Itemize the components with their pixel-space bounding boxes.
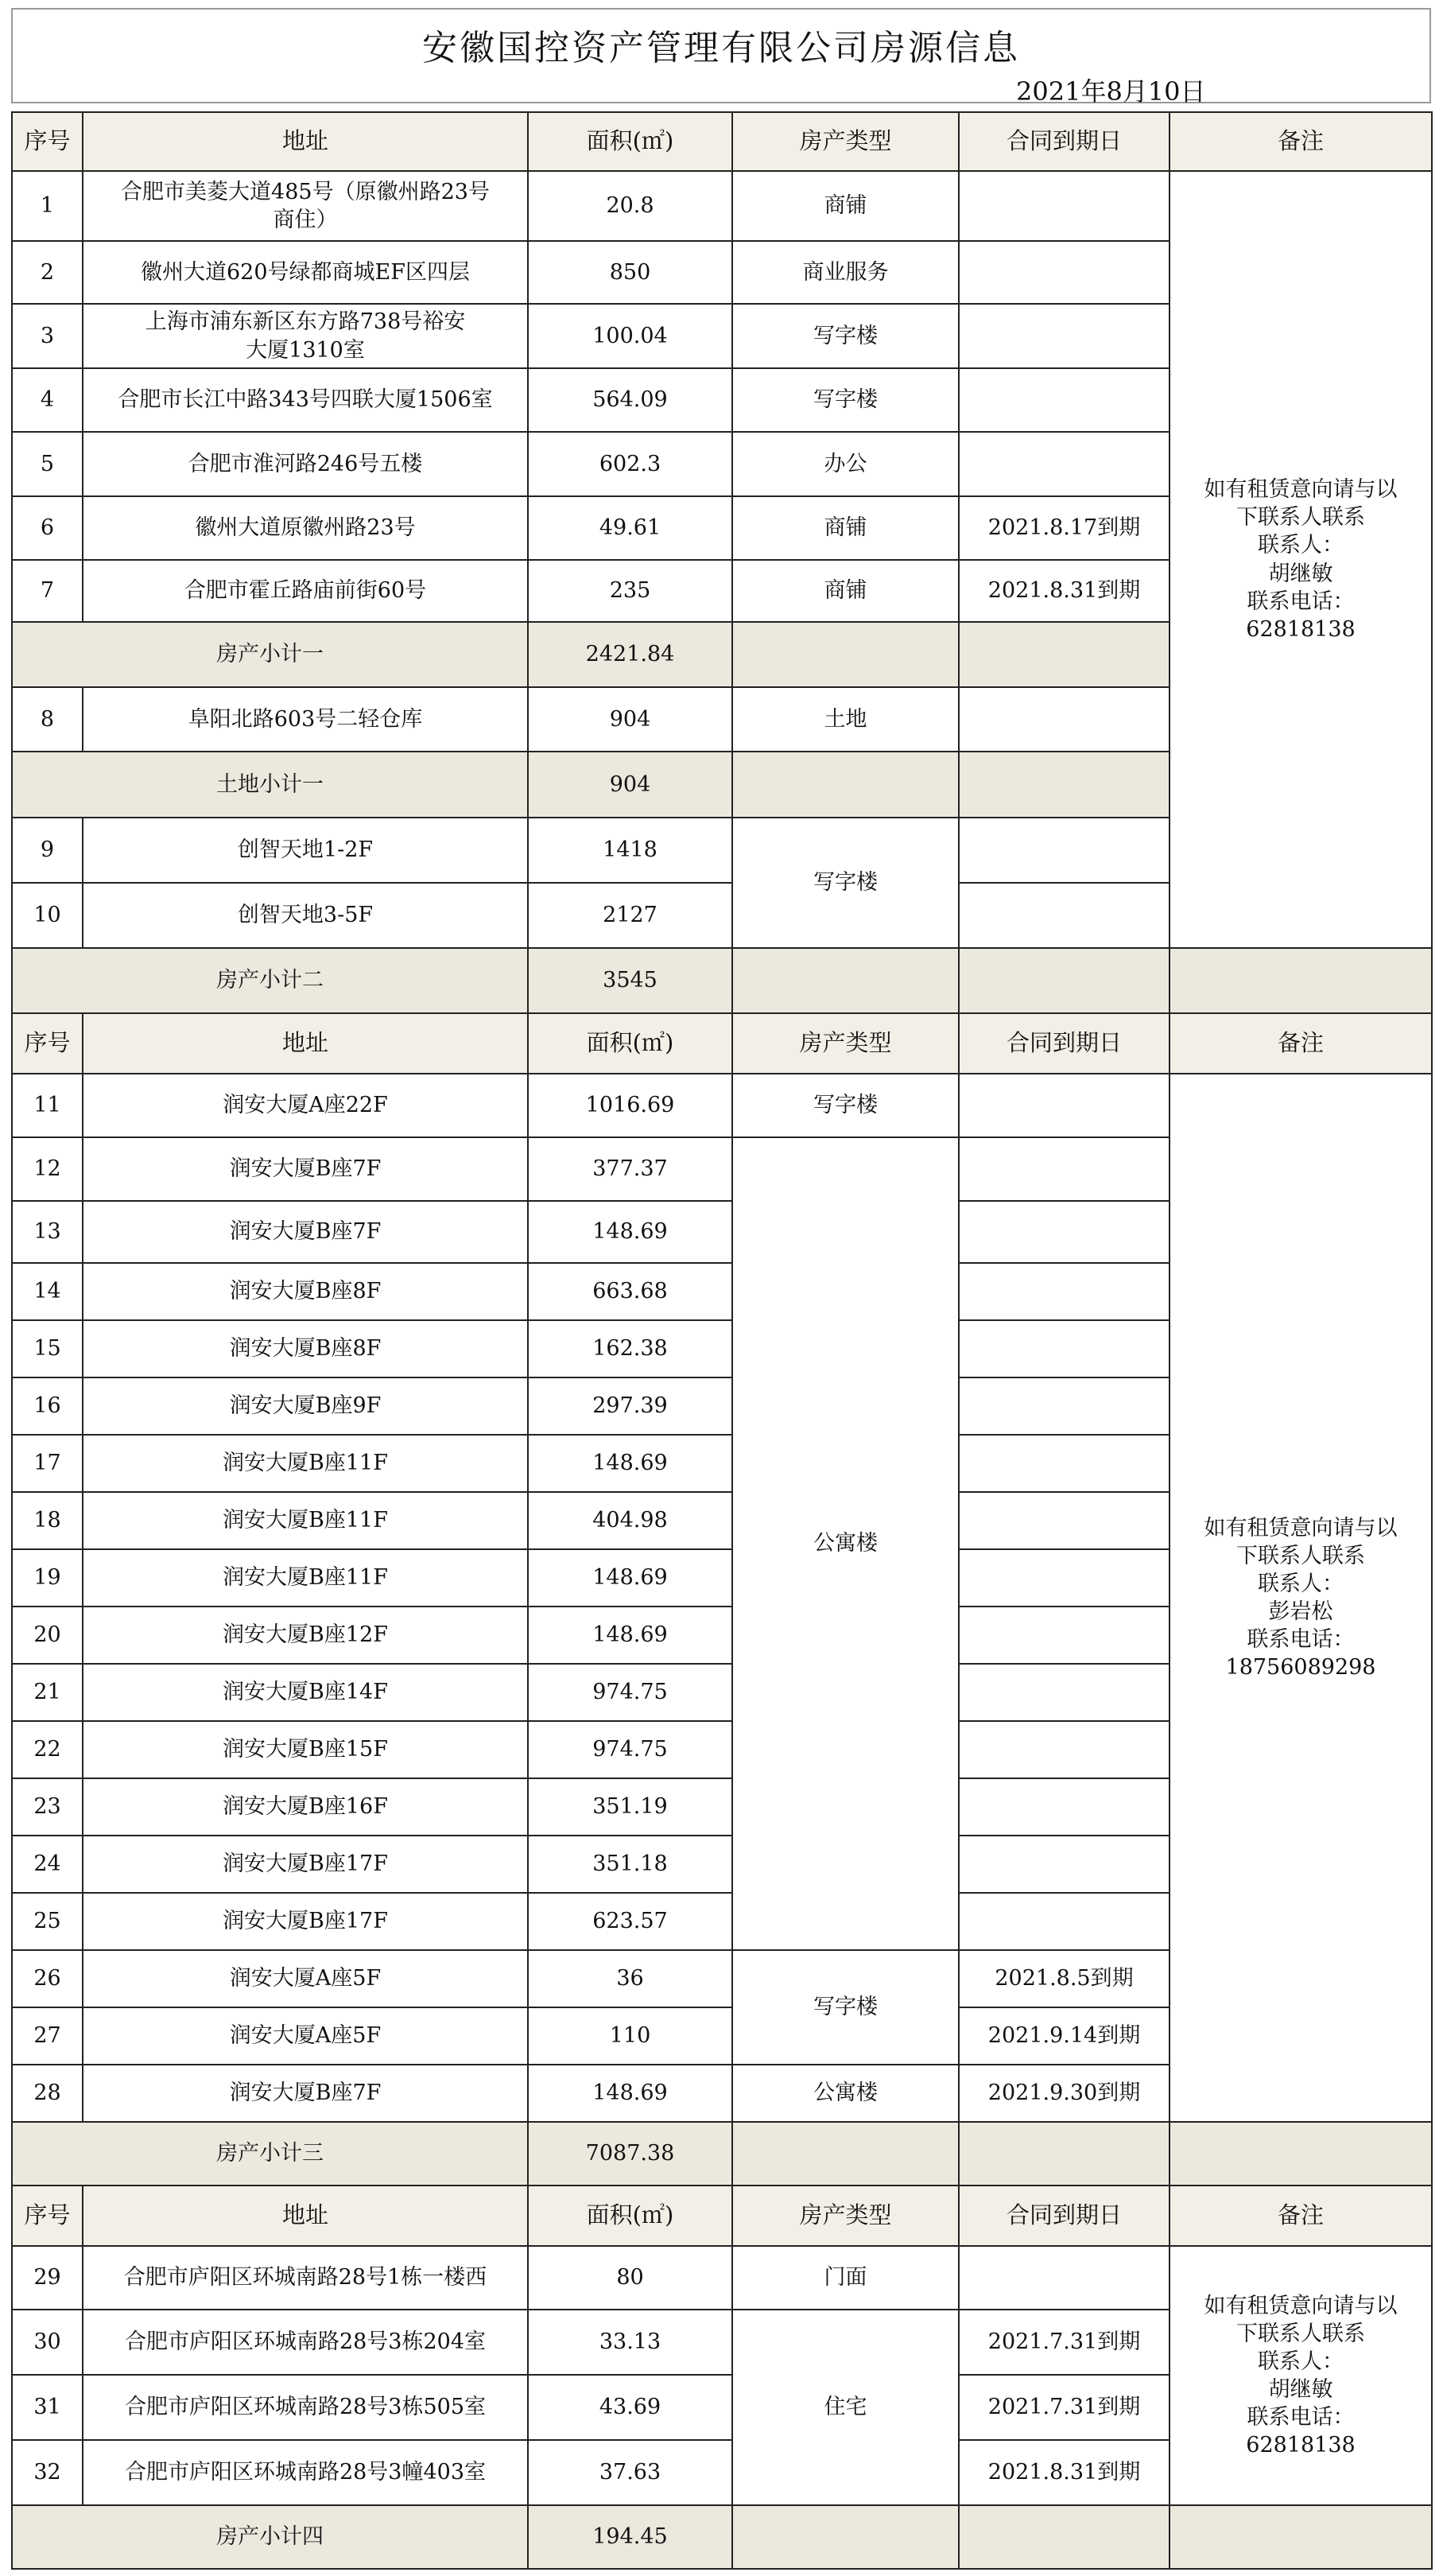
row-address: 润安大厦B座12F bbox=[83, 1607, 528, 1664]
row-type: 土地 bbox=[732, 687, 959, 752]
contact-name: 胡继敏 bbox=[1268, 561, 1333, 586]
row-area: 148.69 bbox=[528, 2065, 732, 2122]
remark-line: 如有租赁意向请与以 bbox=[1204, 477, 1398, 503]
row-address: 润安大厦B座9F bbox=[83, 1377, 528, 1435]
row-area: 1418 bbox=[528, 818, 732, 883]
table-header-row bbox=[12, 2186, 1432, 2246]
row-type: 写字楼 bbox=[732, 368, 959, 432]
remark-line: 如有租赁意向请与以 bbox=[1204, 1515, 1398, 1541]
remark-cell bbox=[1170, 171, 1432, 948]
row-due bbox=[959, 1549, 1170, 1607]
row-address: 润安大厦B座16F bbox=[83, 1778, 528, 1836]
row-no: 27 bbox=[12, 2007, 83, 2065]
contact-name: 彭岩松 bbox=[1268, 1599, 1333, 1624]
remark-line: 如有租赁意向请与以 bbox=[1204, 2293, 1398, 2318]
contact-phone: 18756089298 bbox=[1225, 1655, 1376, 1680]
row-address: 润安大厦A座22F bbox=[83, 1074, 528, 1137]
remark-line: 联系电话： bbox=[1247, 1627, 1355, 1653]
col-header-address: 地址 bbox=[83, 2186, 528, 2246]
row-address: 润安大厦B座7F bbox=[83, 2065, 528, 2122]
row-due: 2021.8.31到期 bbox=[959, 560, 1170, 622]
row-due: 2021.9.30到期 bbox=[959, 2065, 1170, 2122]
table-row bbox=[12, 2246, 1432, 2310]
subtotal-value: 904 bbox=[528, 752, 732, 818]
row-no: 17 bbox=[12, 1435, 83, 1492]
subtotal-empty bbox=[959, 948, 1170, 1013]
subtotal-empty bbox=[959, 2122, 1170, 2186]
row-due bbox=[959, 1201, 1170, 1263]
remark-line: 联系电话： bbox=[1247, 2405, 1355, 2430]
row-due: 2021.8.17到期 bbox=[959, 496, 1170, 560]
col-header-due: 合同到期日 bbox=[959, 1013, 1170, 1074]
row-area: 20.8 bbox=[528, 171, 732, 241]
col-header-due: 合同到期日 bbox=[959, 2186, 1170, 2246]
row-no: 23 bbox=[12, 1778, 83, 1836]
row-no: 4 bbox=[12, 368, 83, 432]
subtotal-label: 房产小计三 bbox=[12, 2122, 528, 2186]
row-type: 门面 bbox=[732, 2246, 959, 2310]
row-due bbox=[959, 818, 1170, 883]
subtotal-empty bbox=[732, 752, 959, 818]
row-due: 2021.8.5到期 bbox=[959, 1950, 1170, 2007]
table-header-row bbox=[12, 1013, 1432, 1074]
row-address: 合肥市淮河路246号五楼 bbox=[83, 432, 528, 496]
page-title: 安徽国控资产管理有限公司房源信息 bbox=[422, 28, 1020, 68]
row-due bbox=[959, 1778, 1170, 1836]
row-area: 235 bbox=[528, 560, 732, 622]
row-area: 602.3 bbox=[528, 432, 732, 496]
row-address: 润安大厦B座7F bbox=[83, 1137, 528, 1201]
row-due bbox=[959, 368, 1170, 432]
row-area: 351.18 bbox=[528, 1836, 732, 1893]
col-header-remark: 备注 bbox=[1170, 2186, 1432, 2246]
col-header-address: 地址 bbox=[83, 1013, 528, 1074]
table-header-row bbox=[12, 112, 1432, 171]
subtotal-empty bbox=[732, 622, 959, 687]
row-due: 2021.8.31到期 bbox=[959, 2440, 1170, 2505]
subtotal-empty bbox=[959, 622, 1170, 687]
row-no: 13 bbox=[12, 1201, 83, 1263]
row-area: 850 bbox=[528, 241, 732, 304]
row-due bbox=[959, 1664, 1170, 1721]
remark-text bbox=[1173, 476, 1428, 643]
row-address: 润安大厦A座5F bbox=[83, 1950, 528, 2007]
row-address: 润安大厦B座8F bbox=[83, 1320, 528, 1377]
subtotal-row bbox=[12, 2505, 1432, 2569]
row-type: 公寓楼 bbox=[732, 1137, 959, 1950]
table-row bbox=[12, 171, 1432, 241]
row-due bbox=[959, 1435, 1170, 1492]
row-type: 商铺 bbox=[732, 171, 959, 241]
row-area: 148.69 bbox=[528, 1549, 732, 1607]
row-area: 974.75 bbox=[528, 1721, 732, 1778]
row-type: 商铺 bbox=[732, 560, 959, 622]
row-due bbox=[959, 1377, 1170, 1435]
row-due bbox=[959, 171, 1170, 241]
row-no: 30 bbox=[12, 2310, 83, 2375]
row-no: 19 bbox=[12, 1549, 83, 1607]
row-address: 合肥市庐阳区环城南路28号3幢403室 bbox=[83, 2440, 528, 2505]
col-header-no: 序号 bbox=[12, 112, 83, 171]
row-area: 43.69 bbox=[528, 2375, 732, 2440]
row-area: 100.04 bbox=[528, 304, 732, 368]
row-area: 351.19 bbox=[528, 1778, 732, 1836]
row-address: 合肥市庐阳区环城南路28号1栋一楼西 bbox=[83, 2246, 528, 2310]
row-due bbox=[959, 1074, 1170, 1137]
row-due bbox=[959, 1607, 1170, 1664]
row-area: 110 bbox=[528, 2007, 732, 2065]
row-area: 297.39 bbox=[528, 1377, 732, 1435]
row-due: 2021.7.31到期 bbox=[959, 2310, 1170, 2375]
row-no: 8 bbox=[12, 687, 83, 752]
subtotal-empty bbox=[959, 2505, 1170, 2569]
contact-phone: 62818138 bbox=[1246, 2433, 1356, 2458]
remark-cell bbox=[1170, 2246, 1432, 2505]
row-address: 润安大厦B座17F bbox=[83, 1836, 528, 1893]
row-no: 25 bbox=[12, 1893, 83, 1950]
col-header-area: 面积(㎡) bbox=[528, 2186, 732, 2246]
row-address: 润安大厦B座15F bbox=[83, 1721, 528, 1778]
remark-line: 联系人： bbox=[1258, 533, 1344, 558]
row-area: 148.69 bbox=[528, 1607, 732, 1664]
row-address: 合肥市美菱大道485号（原徽州路23号商住） bbox=[83, 171, 528, 241]
row-address: 润安大厦A座5F bbox=[83, 2007, 528, 2065]
row-no: 11 bbox=[12, 1074, 83, 1137]
col-header-no: 序号 bbox=[12, 2186, 83, 2246]
report-date: 2021年8月10日 bbox=[1016, 76, 1206, 107]
row-due bbox=[959, 883, 1170, 948]
row-area: 974.75 bbox=[528, 1664, 732, 1721]
row-area: 904 bbox=[528, 687, 732, 752]
subtotal-value: 3545 bbox=[528, 948, 732, 1013]
row-due: 2021.7.31到期 bbox=[959, 2375, 1170, 2440]
row-no: 3 bbox=[12, 304, 83, 368]
row-type: 公寓楼 bbox=[732, 2065, 959, 2122]
row-address: 合肥市霍丘路庙前街60号 bbox=[83, 560, 528, 622]
subtotal-value: 7087.38 bbox=[528, 2122, 732, 2186]
subtotal-row bbox=[12, 948, 1432, 1013]
row-address: 润安大厦B座11F bbox=[83, 1492, 528, 1549]
row-no: 28 bbox=[12, 2065, 83, 2122]
row-address: 上海市浦东新区东方路738号裕安大厦1310室 bbox=[83, 304, 528, 368]
row-due bbox=[959, 1893, 1170, 1950]
row-area: 148.69 bbox=[528, 1201, 732, 1263]
row-address: 合肥市庐阳区环城南路28号3栋204室 bbox=[83, 2310, 528, 2375]
col-header-area: 面积(㎡) bbox=[528, 1013, 732, 1074]
row-due bbox=[959, 1263, 1170, 1320]
subtotal-label: 房产小计一 bbox=[12, 622, 528, 687]
subtotal-empty bbox=[1170, 2505, 1432, 2569]
row-area: 1016.69 bbox=[528, 1074, 732, 1137]
remark-text bbox=[1173, 1514, 1428, 1682]
col-header-address: 地址 bbox=[83, 112, 528, 171]
col-header-remark: 备注 bbox=[1170, 112, 1432, 171]
subtotal-value: 2421.84 bbox=[528, 622, 732, 687]
row-due bbox=[959, 432, 1170, 496]
remark-line: 联系人： bbox=[1258, 2349, 1344, 2374]
row-address: 创智天地3-5F bbox=[83, 883, 528, 948]
row-address: 润安大厦B座14F bbox=[83, 1664, 528, 1721]
row-no: 2 bbox=[12, 241, 83, 304]
col-header-type: 房产类型 bbox=[732, 112, 959, 171]
contact-phone: 62818138 bbox=[1246, 616, 1356, 642]
row-address: 润安大厦B座17F bbox=[83, 1893, 528, 1950]
row-due bbox=[959, 1320, 1170, 1377]
remark-line: 联系人： bbox=[1258, 1571, 1344, 1596]
row-due bbox=[959, 1721, 1170, 1778]
subtotal-label: 房产小计二 bbox=[12, 948, 528, 1013]
row-address: 合肥市长江中路343号四联大厦1506室 bbox=[83, 368, 528, 432]
row-no: 15 bbox=[12, 1320, 83, 1377]
row-area: 404.98 bbox=[528, 1492, 732, 1549]
row-type: 写字楼 bbox=[732, 818, 959, 948]
remark-line: 下联系人联系 bbox=[1236, 505, 1365, 530]
row-address: 合肥市庐阳区环城南路28号3栋505室 bbox=[83, 2375, 528, 2440]
row-address: 润安大厦B座11F bbox=[83, 1435, 528, 1492]
row-no: 14 bbox=[12, 1263, 83, 1320]
row-no: 1 bbox=[12, 171, 83, 241]
row-due bbox=[959, 687, 1170, 752]
row-no: 21 bbox=[12, 1664, 83, 1721]
subtotal-empty bbox=[732, 2122, 959, 2186]
row-area: 37.63 bbox=[528, 2440, 732, 2505]
row-address: 润安大厦B座11F bbox=[83, 1549, 528, 1607]
col-header-no: 序号 bbox=[12, 1013, 83, 1074]
row-no: 16 bbox=[12, 1377, 83, 1435]
table-row bbox=[12, 1074, 1432, 1137]
subtotal-empty bbox=[1170, 2122, 1432, 2186]
title-box bbox=[11, 8, 1431, 107]
row-address: 徽州大道原徽州路23号 bbox=[83, 496, 528, 560]
row-area: 36 bbox=[528, 1950, 732, 2007]
row-area: 564.09 bbox=[528, 368, 732, 432]
subtotal-empty bbox=[732, 948, 959, 1013]
row-area: 49.61 bbox=[528, 496, 732, 560]
contact-name: 胡继敏 bbox=[1268, 2377, 1333, 2402]
row-no: 5 bbox=[12, 432, 83, 496]
row-address: 润安大厦B座8F bbox=[83, 1263, 528, 1320]
row-type: 商铺 bbox=[732, 496, 959, 560]
subtotal-empty bbox=[1170, 948, 1432, 1013]
col-header-type: 房产类型 bbox=[732, 1013, 959, 1074]
row-no: 26 bbox=[12, 1950, 83, 2007]
row-area: 377.37 bbox=[528, 1137, 732, 1201]
row-address: 润安大厦B座7F bbox=[83, 1201, 528, 1263]
row-due bbox=[959, 304, 1170, 368]
subtotal-label: 房产小计四 bbox=[12, 2505, 528, 2569]
row-no: 32 bbox=[12, 2440, 83, 2505]
row-type: 写字楼 bbox=[732, 1950, 959, 2065]
row-area: 2127 bbox=[528, 883, 732, 948]
remark-line: 下联系人联系 bbox=[1236, 2321, 1365, 2346]
remark-line: 下联系人联系 bbox=[1236, 1543, 1365, 1568]
row-no: 6 bbox=[12, 496, 83, 560]
remark-text bbox=[1173, 2292, 1428, 2460]
col-header-remark: 备注 bbox=[1170, 1013, 1432, 1074]
subtotal-row bbox=[12, 2122, 1432, 2186]
row-no: 29 bbox=[12, 2246, 83, 2310]
remark-cell bbox=[1170, 1074, 1432, 2122]
row-due bbox=[959, 1137, 1170, 1201]
row-due bbox=[959, 1492, 1170, 1549]
property-table bbox=[11, 111, 1433, 2570]
subtotal-label: 土地小计一 bbox=[12, 752, 528, 818]
row-area: 148.69 bbox=[528, 1435, 732, 1492]
row-due bbox=[959, 1836, 1170, 1893]
subtotal-empty bbox=[959, 752, 1170, 818]
row-area: 80 bbox=[528, 2246, 732, 2310]
row-due: 2021.9.14到期 bbox=[959, 2007, 1170, 2065]
col-header-due: 合同到期日 bbox=[959, 112, 1170, 171]
row-no: 7 bbox=[12, 560, 83, 622]
row-area: 33.13 bbox=[528, 2310, 732, 2375]
col-header-area: 面积(㎡) bbox=[528, 112, 732, 171]
row-area: 663.68 bbox=[528, 1263, 732, 1320]
subtotal-empty bbox=[732, 2505, 959, 2569]
row-address: 创智天地1-2F bbox=[83, 818, 528, 883]
row-no: 9 bbox=[12, 818, 83, 883]
row-type: 住宅 bbox=[732, 2310, 959, 2505]
row-type: 办公 bbox=[732, 432, 959, 496]
subtotal-value: 194.45 bbox=[528, 2505, 732, 2569]
row-no: 24 bbox=[12, 1836, 83, 1893]
row-no: 12 bbox=[12, 1137, 83, 1201]
row-address: 阜阳北路603号二轻仓库 bbox=[83, 687, 528, 752]
row-no: 20 bbox=[12, 1607, 83, 1664]
row-no: 31 bbox=[12, 2375, 83, 2440]
row-address: 徽州大道620号绿都商城EF区四层 bbox=[83, 241, 528, 304]
row-due bbox=[959, 241, 1170, 304]
row-area: 623.57 bbox=[528, 1893, 732, 1950]
row-no: 22 bbox=[12, 1721, 83, 1778]
row-type: 写字楼 bbox=[732, 1074, 959, 1137]
row-type: 写字楼 bbox=[732, 304, 959, 368]
row-no: 18 bbox=[12, 1492, 83, 1549]
row-type: 商业服务 bbox=[732, 241, 959, 304]
row-area: 162.38 bbox=[528, 1320, 732, 1377]
remark-line: 联系电话： bbox=[1247, 589, 1355, 614]
col-header-type: 房产类型 bbox=[732, 2186, 959, 2246]
row-no: 10 bbox=[12, 883, 83, 948]
row-due bbox=[959, 2246, 1170, 2310]
